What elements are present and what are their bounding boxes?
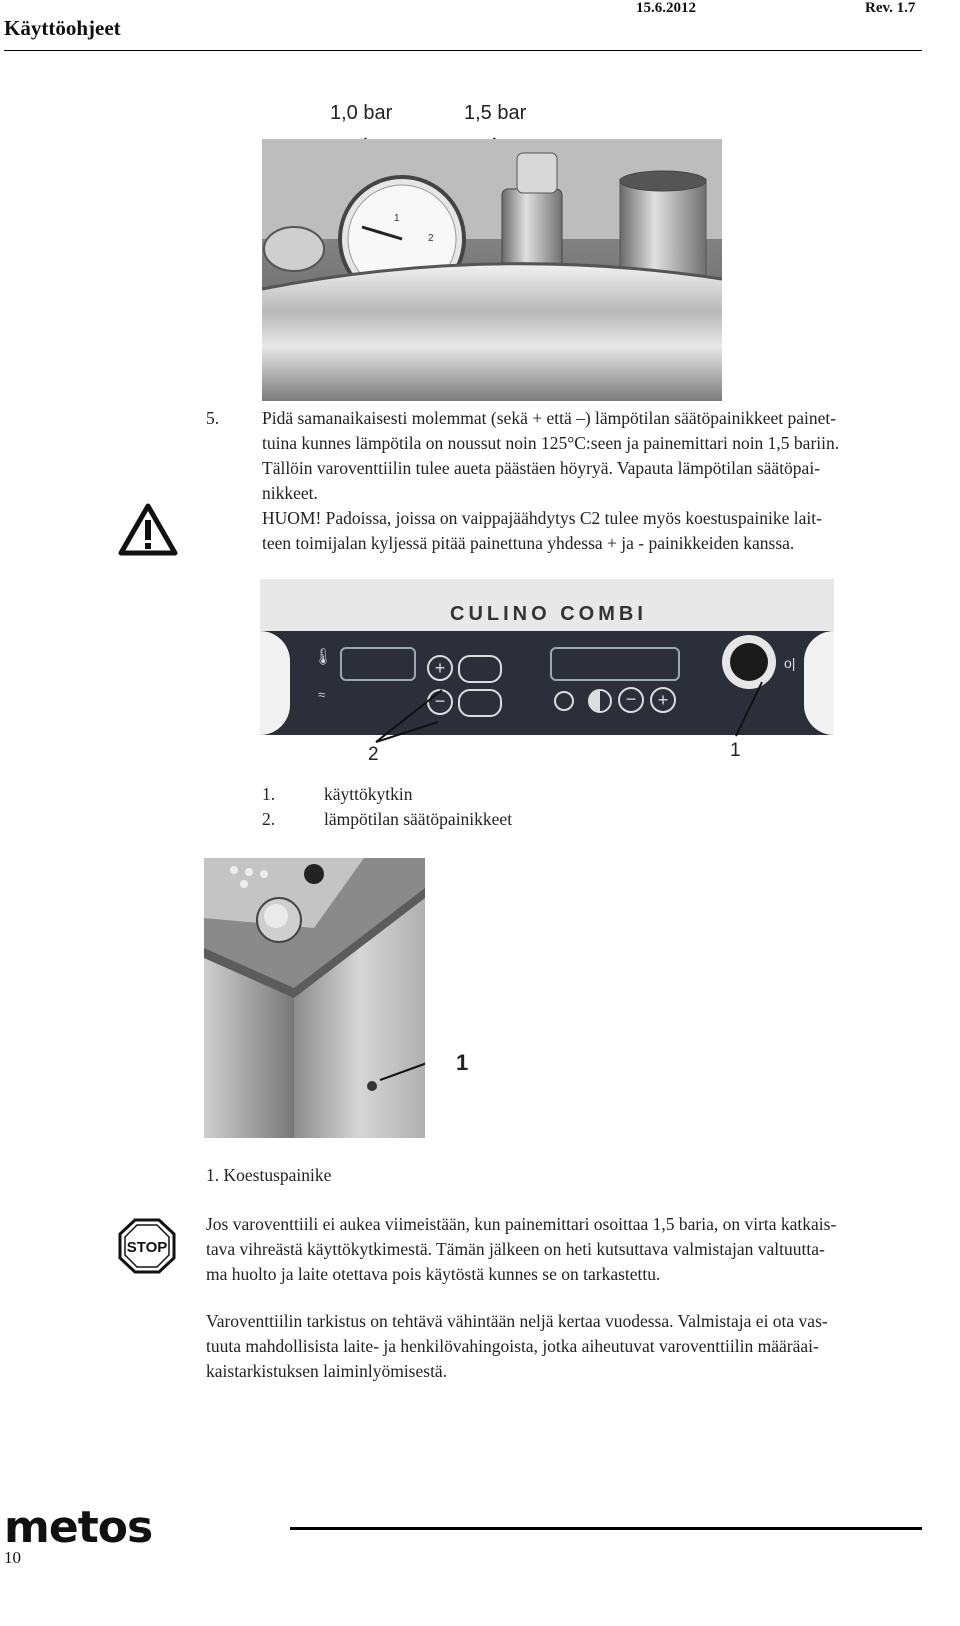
- paragraph-line: ma huolto ja laite otettava pois käytöstä kunnes se on tarkastettu.: [206, 1264, 661, 1284]
- document-title: Käyttöohjeet: [4, 16, 121, 40]
- paragraph-line: tava vihreästä käyttökytkimestä. Tämän jälkeen on heti kutsuttava valmistajan valtuutta-: [206, 1239, 825, 1259]
- paragraph-line: tuuta mahdollisista laite- ja henkilövahingoista, jotka aiheutuvat varoventtiilin määräai-: [206, 1336, 819, 1356]
- temp-minus-button[interactable]: −: [427, 689, 453, 715]
- metos-logo: metos: [4, 1502, 153, 1553]
- callout-number-1: 1: [730, 740, 741, 761]
- stop-sign-icon: [118, 1218, 176, 1274]
- note-line: teen toimijalan kyljessä pitää painettuna yhdessa + ja - painikkeiden kanssa.: [262, 533, 795, 553]
- step-line: tuina kunnes lämpötila on noussut noin 125°C:seen ja painemittari noin 1,5 bariin.: [262, 433, 840, 453]
- step-number: 5.: [206, 408, 220, 428]
- document-revision: Rev. 1.7: [865, 0, 916, 16]
- paragraph-line: kaistarkistuksen laiminlyömisestä.: [206, 1361, 448, 1381]
- callout-number-2: 2: [368, 744, 379, 765]
- panel-brand-label: CULINO COMBI: [450, 603, 647, 625]
- document-date: 15.6.2012: [636, 0, 696, 16]
- gauge-label-1bar: 1,0 bar: [330, 102, 393, 124]
- gauge-label-1-5bar: 1,5 bar: [464, 102, 527, 124]
- svg-text:2: 2: [428, 233, 434, 244]
- step-line: nikkeet.: [262, 483, 318, 503]
- temp-plus-button[interactable]: +: [427, 655, 453, 681]
- footer-divider: [290, 1527, 922, 1530]
- legend-item: [262, 807, 512, 832]
- legend-text: käyttökytkin: [324, 784, 413, 804]
- legend-item: [262, 782, 412, 807]
- page-number: 10: [4, 1548, 21, 1567]
- paragraph-line: Varoventtiilin tarkistus on tehtävä vähintään neljä kertaa vuodessa. Valmistaja ei ota vas-: [206, 1311, 828, 1331]
- panel-callout-lines: [360, 660, 820, 760]
- stop-warning-paragraph: [206, 1212, 926, 1287]
- thermometer-icon: 🌡: [313, 649, 334, 666]
- note-line: HUOM! Padoissa, joissa on vaippajäähdytys C2 tulee myös koestuspainike lait-: [262, 508, 822, 528]
- test-button-photo: [204, 858, 425, 1138]
- time-plus-button[interactable]: +: [650, 687, 676, 713]
- legend-number: 1.: [262, 784, 276, 804]
- callout-number-1-photo: 1: [456, 1050, 469, 1075]
- header-divider: [4, 50, 922, 51]
- time-minus-button[interactable]: −: [618, 687, 644, 713]
- step-line: Tällöin varoventtiilin tulee aueta päästäen höyryä. Vapauta lämpötilan säätöpai-: [262, 458, 821, 478]
- legend-text: lämpötilan säätöpainikkeet: [324, 809, 513, 829]
- svg-text:1: 1: [394, 213, 400, 224]
- warning-triangle-icon: [118, 502, 178, 556]
- legend-number: 2.: [262, 809, 276, 829]
- water-level-icon: ≈: [318, 687, 326, 702]
- step-5-text: [262, 406, 942, 556]
- figure-caption: 1. Koestuspainike: [206, 1165, 332, 1185]
- stop-sign-text: STOP: [126, 1239, 168, 1256]
- pressure-gauge-photo: [262, 139, 722, 401]
- step-line: Pidä samanaikaisesti molemmat (sekä + että –) lämpötilan säätöpainikkeet painet-: [262, 408, 837, 428]
- on-off-marks: o|: [784, 655, 796, 671]
- inspection-paragraph: [206, 1309, 926, 1384]
- paragraph-line: Jos varoventtiili ei aukea viimeistään, kun painemittari osoittaa 1,5 baria, on virta katkais-: [206, 1214, 837, 1234]
